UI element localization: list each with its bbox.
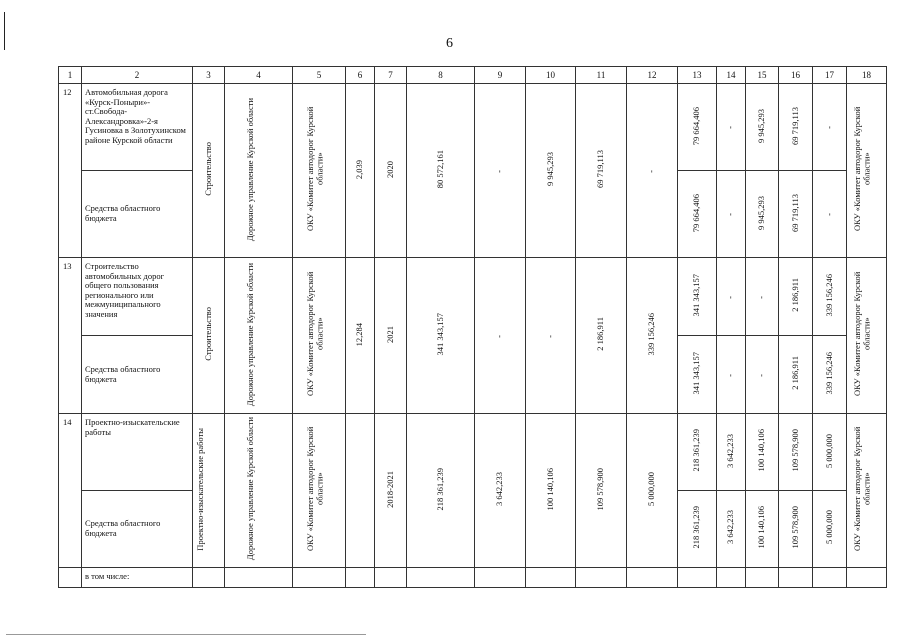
sum-cell: [717, 336, 746, 414]
sum-value: 9 945,293: [756, 108, 767, 143]
total-cell: [407, 84, 475, 258]
sum-value: 3 642,233: [725, 433, 736, 468]
page-number: 6: [446, 36, 453, 51]
header-cell: 11: [576, 67, 627, 84]
operator-cell: [847, 258, 887, 414]
operator-cell: [847, 84, 887, 258]
row-number: 12: [59, 84, 82, 258]
year-cell: [576, 414, 627, 568]
executor: ОКУ «Комитет автодорог Курской области»: [305, 272, 325, 397]
row-number: 13: [59, 258, 82, 414]
header-cell: 17: [813, 67, 847, 84]
sum-value: 9 945,293: [756, 195, 767, 230]
sum-cell: [678, 336, 717, 414]
year-cell: [475, 414, 526, 568]
sum-value: -: [725, 373, 736, 377]
total-cell: [407, 414, 475, 568]
sum-cell: [813, 84, 847, 171]
year-value: -: [646, 169, 657, 173]
table-row: [59, 414, 887, 491]
header-cell: 16: [779, 67, 813, 84]
table-row: [59, 84, 887, 171]
sum-value: 100 140,106: [756, 429, 767, 472]
sum-value: 100 140,106: [756, 506, 767, 549]
sum-cell: [717, 171, 746, 258]
header-cell: 5: [293, 67, 346, 84]
year-value: -: [544, 334, 555, 338]
sum-value: -: [823, 213, 834, 217]
executor: ОКУ «Комитет автодорог Курской области»: [305, 107, 325, 232]
sum-cell: [746, 336, 779, 414]
work-type: Строительство: [202, 307, 213, 362]
customer-cell: [225, 84, 293, 258]
year-value: -: [494, 334, 505, 338]
year-value: 100 140,106: [544, 467, 555, 511]
work-type: Строительство: [202, 142, 213, 197]
funding-source: Средства областного бюджета: [82, 171, 193, 258]
empty-cell: [475, 567, 526, 587]
header-cell: 18: [847, 67, 887, 84]
sum-cell: [678, 414, 717, 491]
total-cell: [407, 258, 475, 414]
sum-cell: [779, 414, 813, 491]
header-cell: 7: [375, 67, 407, 84]
work-type-cell: [193, 258, 225, 414]
year-value: 3 642,233: [494, 472, 505, 506]
year-cell: [526, 414, 576, 568]
empty-cell: [193, 567, 225, 587]
period-value: 2021: [384, 325, 395, 343]
table-row: [59, 258, 887, 336]
sum-value: 218 361,239: [691, 506, 702, 549]
executor-cell: [293, 84, 346, 258]
sum-cell: [779, 336, 813, 414]
sum-value: 5 000,000: [823, 510, 834, 545]
sum-value: 69 719,113: [789, 106, 800, 145]
header-cell: 2: [82, 67, 193, 84]
work-type-cell: [193, 414, 225, 568]
length-cell: [346, 84, 375, 258]
object-name: Строительство автомобильных дорог общего пользования регионального или межмуниципального значения: [82, 258, 193, 336]
empty-cell: [59, 567, 82, 587]
period-cell: [375, 414, 407, 568]
sum-value: 2 186,911: [789, 278, 800, 313]
header-cell: 3: [193, 67, 225, 84]
work-type: Проектно-изыскательские работы: [194, 427, 205, 551]
sum-cell: [717, 84, 746, 171]
header-cell: 8: [407, 67, 475, 84]
sum-cell: [746, 84, 779, 171]
sum-cell: [746, 414, 779, 491]
sum-value: 341 343,157: [691, 273, 702, 317]
length-cell: [346, 414, 375, 568]
sum-value: 2 186,911: [789, 356, 800, 391]
empty-cell: [847, 567, 887, 587]
sum-cell: [813, 171, 847, 258]
operator: ОКУ «Комитет автодорог Курской области»: [851, 272, 872, 397]
empty-cell: [813, 567, 847, 587]
sum-cell: [813, 336, 847, 414]
executor: ОКУ «Комитет автодорог Курской области»: [305, 426, 325, 552]
budget-table: [58, 66, 887, 588]
sum-cell: [678, 171, 717, 258]
sum-cell: [717, 490, 746, 567]
sum-cell: [746, 490, 779, 567]
sum-cell: [746, 171, 779, 258]
funding-source: Средства областного бюджета: [82, 490, 193, 567]
header-row: [59, 67, 887, 84]
sum-value: 218 361,239: [691, 429, 702, 472]
sum-cell: [813, 258, 847, 336]
total-value: 80 572,161: [434, 150, 445, 189]
sum-value: -: [725, 295, 736, 299]
empty-cell: [225, 567, 293, 587]
total-value: 341 343,157: [434, 312, 445, 356]
year-value: 69 719,113: [595, 150, 606, 189]
sum-value: 79 664,406: [691, 106, 702, 145]
sum-cell: [678, 84, 717, 171]
sum-cell: [813, 414, 847, 491]
sum-value: 3 642,233: [725, 510, 736, 545]
year-cell: [627, 84, 678, 258]
empty-cell: [576, 567, 627, 587]
sum-cell: [779, 258, 813, 336]
customer: Дорожное управление Курской области: [244, 417, 255, 561]
operator: ОКУ «Комитет автодорог Курской области»: [851, 426, 872, 552]
sum-value: 339 156,246: [823, 351, 834, 395]
margin-line: [4, 12, 5, 50]
header-cell: 4: [225, 67, 293, 84]
customer-cell: [225, 414, 293, 568]
row-number: 14: [59, 414, 82, 568]
empty-cell: [779, 567, 813, 587]
year-value: 339 156,246: [646, 312, 657, 356]
header-cell: 1: [59, 67, 82, 84]
period-cell: [375, 84, 407, 258]
empty-cell: [526, 567, 576, 587]
year-cell: [526, 84, 576, 258]
sum-cell: [779, 171, 813, 258]
footer-line: [6, 634, 366, 635]
header-cell: 13: [678, 67, 717, 84]
empty-cell: [746, 567, 779, 587]
period-cell: [375, 258, 407, 414]
year-cell: [576, 84, 627, 258]
period-value: 2020: [384, 160, 395, 178]
operator-cell: [847, 414, 887, 568]
sum-cell: [779, 84, 813, 171]
period-value: 2018-2021: [384, 470, 395, 508]
header-cell: 14: [717, 67, 746, 84]
sum-value: 79 664,406: [691, 193, 702, 232]
work-type-cell: [193, 84, 225, 258]
empty-cell: [346, 567, 375, 587]
executor-cell: [293, 414, 346, 568]
year-cell: [576, 258, 627, 414]
sum-value: 341 343,157: [691, 351, 702, 395]
year-cell: [475, 84, 526, 258]
sum-value: -: [823, 126, 834, 130]
year-cell: [475, 258, 526, 414]
year-value: -: [494, 169, 505, 173]
customer: Дорожное управление Курской области: [244, 262, 255, 406]
year-value: 9 945,293: [544, 152, 555, 187]
sum-cell: [779, 490, 813, 567]
sum-value: 109 578,900: [789, 429, 800, 472]
sum-value: -: [725, 213, 736, 217]
year-cell: [627, 414, 678, 568]
sum-cell: [813, 490, 847, 567]
object-name: Автомобильная дорога «Курск-Поныри»-ст.Свобода-Александровка»-2-я Гусиновка в Золотухинском районе Курской области: [82, 84, 193, 171]
empty-cell: [717, 567, 746, 587]
table-row: [59, 567, 887, 587]
total-value: 218 361,239: [434, 467, 445, 511]
year-cell: [627, 258, 678, 414]
empty-cell: [678, 567, 717, 587]
sum-value: 339 156,246: [823, 273, 834, 317]
empty-cell: [627, 567, 678, 587]
customer-cell: [225, 258, 293, 414]
sum-cell: [678, 258, 717, 336]
year-value: 5 000,000: [646, 472, 657, 506]
length-cell: [346, 258, 375, 414]
length-value: 12,284: [354, 322, 365, 346]
empty-cell: [293, 567, 346, 587]
operator: ОКУ «Комитет автодорог Курской области»: [851, 107, 872, 232]
empty-cell: [375, 567, 407, 587]
length-value: 2,039: [354, 159, 365, 179]
header-cell: 10: [526, 67, 576, 84]
sum-cell: [678, 490, 717, 567]
empty-cell: [407, 567, 475, 587]
object-name: Проектно-изыскательские работы: [82, 414, 193, 491]
year-cell: [526, 258, 576, 414]
year-value: 2 186,911: [595, 317, 606, 352]
header-cell: 6: [346, 67, 375, 84]
sum-value: -: [725, 126, 736, 130]
header-cell: 12: [627, 67, 678, 84]
sum-cell: [746, 258, 779, 336]
sum-value: 109 578,900: [789, 506, 800, 549]
sum-value: -: [756, 295, 767, 299]
including-label: в том числе:: [82, 567, 193, 587]
sum-value: 5 000,000: [823, 433, 834, 468]
executor-cell: [293, 258, 346, 414]
header-cell: 15: [746, 67, 779, 84]
funding-source: Средства областного бюджета: [82, 336, 193, 414]
sum-cell: [717, 414, 746, 491]
year-value: 109 578,900: [595, 467, 606, 511]
sum-value: -: [756, 373, 767, 377]
header-cell: 9: [475, 67, 526, 84]
sum-cell: [717, 258, 746, 336]
sum-value: 69 719,113: [789, 193, 800, 232]
customer: Дорожное управление Курской области: [244, 97, 255, 241]
